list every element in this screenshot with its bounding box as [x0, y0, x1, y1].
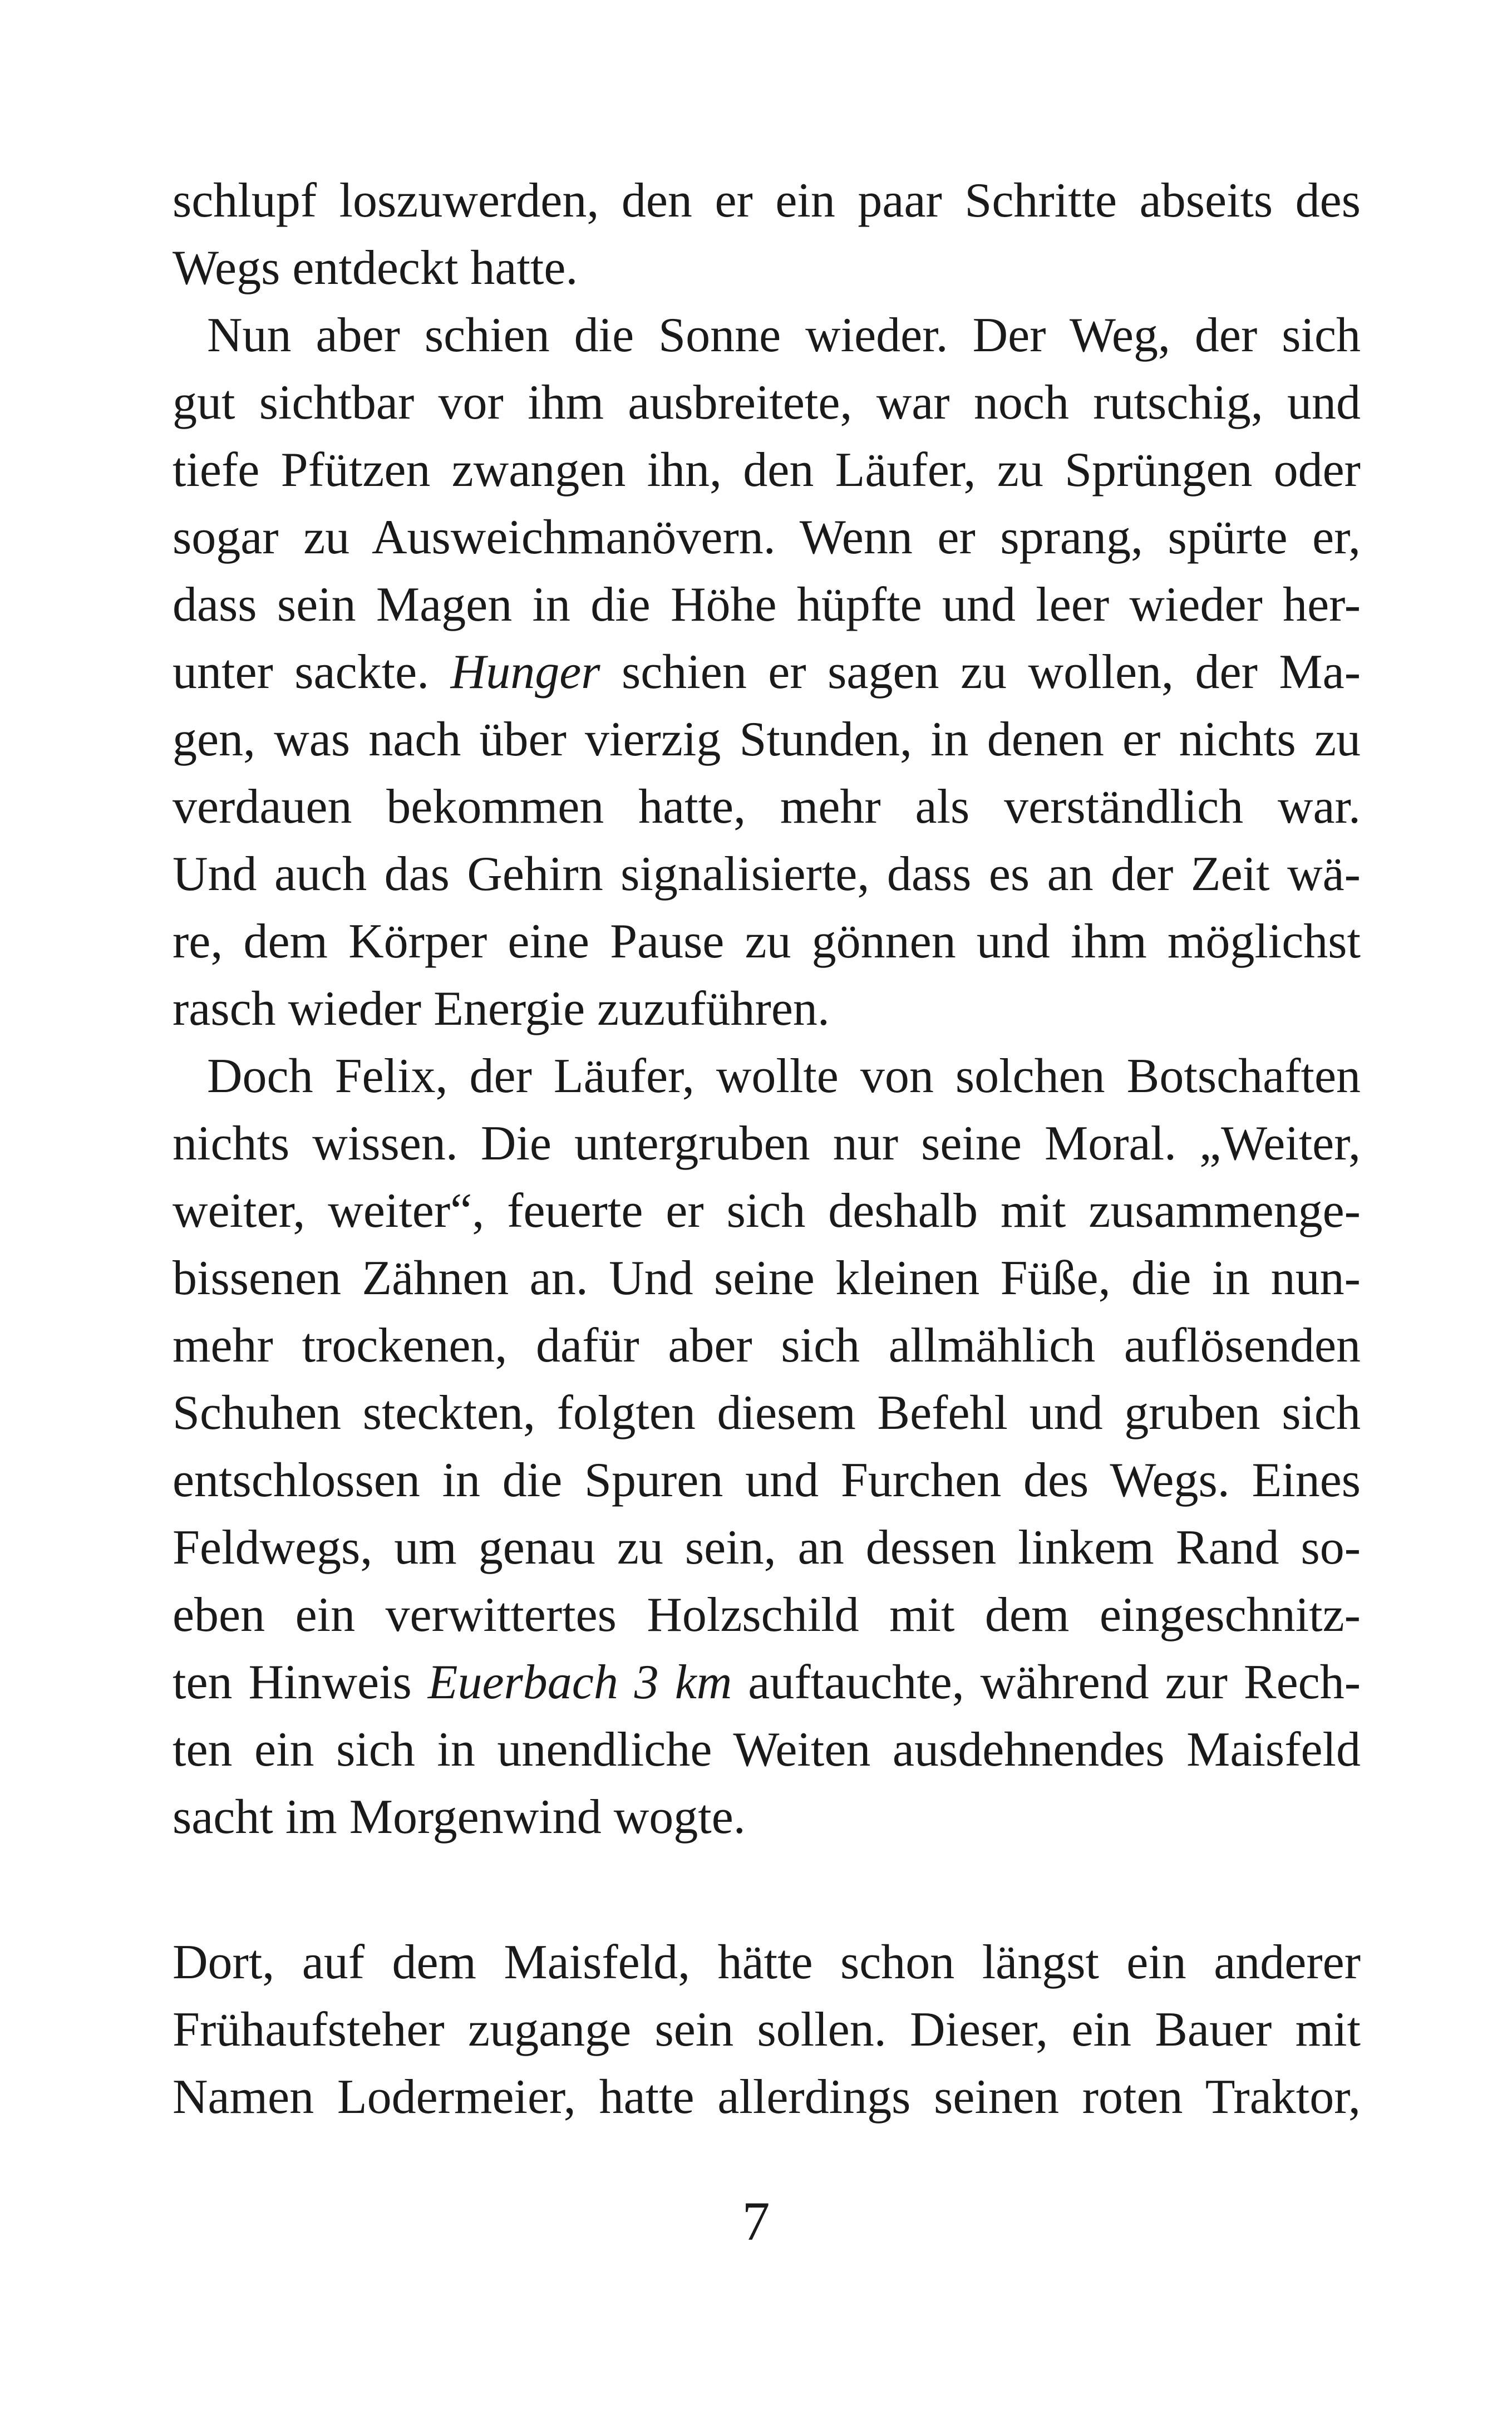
text-segment: auftauchte, während zur Rech-	[732, 1655, 1361, 1709]
text-line	[173, 1649, 1361, 1716]
text-line: nichts wissen. Die untergruben nur seine Moral. „Weiter,	[173, 1117, 1361, 1171]
text-line: sogar zu Ausweichmanövern. Wenn er sprang, spürte er,	[173, 510, 1361, 564]
text-line: Frühaufsteher zugange sein sollen. Dieser, ein Bauer mit	[173, 2003, 1361, 2057]
text-line: gen, was nach über vierzig Stunden, in denen er nichts zu	[173, 712, 1361, 766]
text-line: schlupf loszuwerden, den er ein paar Schritte abseits des	[173, 174, 1361, 228]
text-line: rasch wieder Energie zuzuführen.	[173, 982, 830, 1036]
text-line: Namen Lodermeier, hatte allerdings seinen roten Traktor,	[173, 2070, 1361, 2124]
page-number: 7	[742, 2190, 770, 2252]
text-line: Wegs entdeckt hatte.	[173, 241, 578, 295]
text-line: weiter, weiter“, feuerte er sich deshalb mit zusammenge-	[173, 1184, 1361, 1238]
text-line: Schuhen steckten, folgten diesem Befehl und gruben sich	[173, 1386, 1361, 1440]
text-line: gut sichtbar vor ihm ausbreitete, war noch rutschig, und	[173, 376, 1361, 430]
italic-word: Hunger	[450, 645, 600, 699]
text-line: bissenen Zähnen an. Und seine kleinen Füße, die in nun-	[173, 1251, 1361, 1305]
text-line: entschlossen in die Spuren und Furchen des Wegs. Eines	[173, 1453, 1361, 1507]
text-segment: schien er sagen zu wollen, der Ma-	[600, 645, 1361, 699]
text-line: Doch Felix, der Läufer, wollte von solchen Botschaften	[207, 1049, 1361, 1103]
text-line: mehr trockenen, dafür aber sich allmählich auflösenden	[173, 1319, 1361, 1373]
text-line: dass sein Magen in die Höhe hüpfte und leer wieder her-	[173, 578, 1361, 632]
text-line: verdauen bekommen hatte, mehr als verständlich war.	[173, 780, 1361, 834]
text-segment: ten Hinweis	[173, 1655, 428, 1709]
italic-sign-text: Euerbach 3 km	[427, 1655, 732, 1709]
text-line: sacht im Morgenwind wogte.	[173, 1790, 746, 1844]
text-segment: unter sackte.	[173, 645, 451, 699]
text-line: Nun aber schien die Sonne wieder. Der Weg, der sich	[207, 308, 1361, 362]
main-text	[173, 167, 1361, 1851]
text-line: Dort, auf dem Maisfeld, hätte schon längst ein anderer	[173, 1935, 1361, 1989]
text-line: Feldwegs, um genau zu sein, an dessen linkem Rand so-	[173, 1521, 1361, 1575]
text-line: Und auch das Gehirn signalisierte, dass es an der Zeit wä-	[173, 847, 1361, 901]
text-line: re, dem Körper eine Pause zu gönnen und ihm möglichst	[173, 915, 1361, 969]
section-text	[173, 1929, 1361, 2131]
text-line: eben ein verwittertes Holzschild mit dem eingeschnitz-	[173, 1588, 1361, 1642]
text-line: tiefe Pfützen zwangen ihn, den Läufer, zu Sprüngen oder	[173, 443, 1361, 497]
text-line	[173, 638, 1361, 706]
text-line: ten ein sich in unendliche Weiten ausdehnendes Maisfeld	[173, 1723, 1361, 1777]
